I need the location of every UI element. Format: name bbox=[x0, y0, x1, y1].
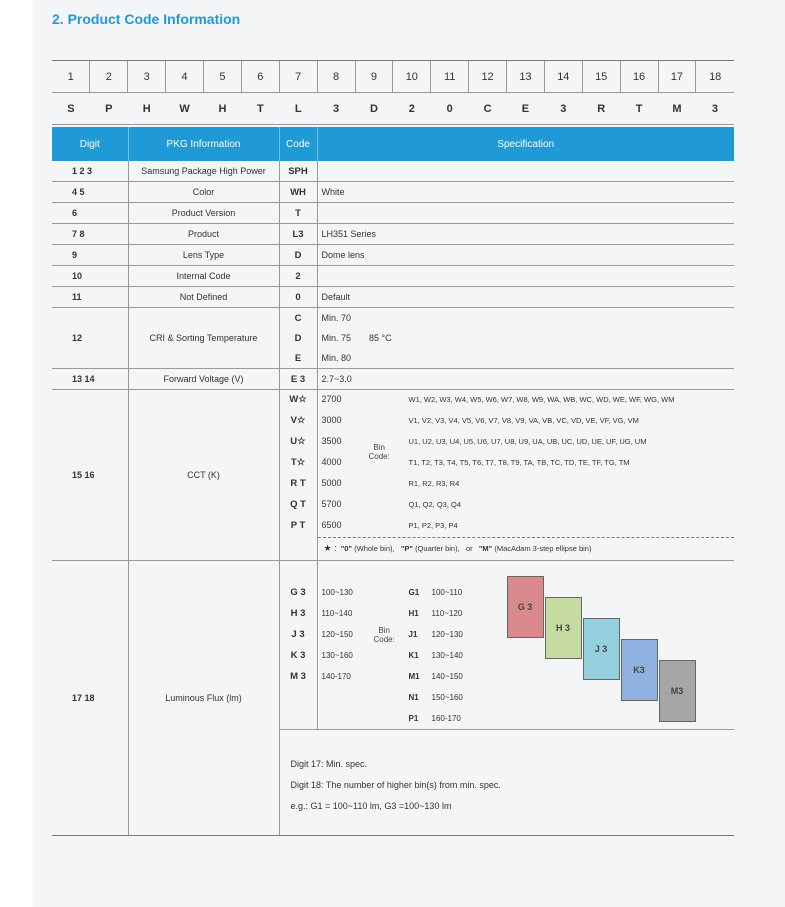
digit-char: S bbox=[52, 93, 90, 125]
product-code-table bbox=[52, 127, 734, 836]
lum-bin-range: 100~110 bbox=[431, 588, 463, 597]
digit-position: 15 bbox=[582, 61, 620, 93]
row-code: D bbox=[279, 245, 317, 266]
cri-spec-d-value: Min. 75 bbox=[321, 333, 352, 343]
row-digit: 4 5 bbox=[52, 182, 128, 203]
lum-bin: M1 bbox=[408, 672, 420, 681]
lum-bin-range: 110~120 bbox=[431, 609, 463, 618]
table-row bbox=[52, 245, 734, 266]
lum-bin: K1 bbox=[408, 651, 419, 660]
lum-bin-range: 120~130 bbox=[431, 630, 463, 639]
lum-code: K 3 bbox=[290, 650, 306, 661]
digit-char: T bbox=[241, 93, 279, 125]
digit-char: W bbox=[166, 93, 204, 125]
note-p-text: (Quarter bin), bbox=[415, 544, 460, 553]
lum-pkg: Luminous Flux (lm) bbox=[128, 561, 279, 836]
header-spec: Specification bbox=[317, 127, 734, 161]
fv-code: E 3 bbox=[279, 369, 317, 390]
digit-char: P bbox=[90, 93, 128, 125]
row-pkg: Color bbox=[128, 182, 279, 203]
section-title: 2. Product Code Information bbox=[52, 11, 241, 27]
row-spec: LH351 Series bbox=[317, 224, 734, 245]
cct-note bbox=[324, 540, 592, 557]
digit-char: H bbox=[128, 93, 166, 125]
note-m: "M" bbox=[478, 544, 493, 553]
table-header bbox=[52, 127, 734, 161]
cct-code: Q T bbox=[290, 499, 306, 510]
cct-pkg: CCT (K) bbox=[128, 390, 279, 561]
row-code: T bbox=[279, 203, 317, 224]
cct-digit: 15 16 bbox=[52, 390, 128, 561]
header-pkg: PKG Information bbox=[128, 127, 279, 161]
row-digit: 6 bbox=[52, 203, 128, 224]
lum-codes bbox=[279, 561, 317, 730]
fv-digit: 13 14 bbox=[52, 369, 128, 390]
lum-code: J 3 bbox=[291, 629, 305, 640]
cri-spec-c: Min. 70 bbox=[321, 313, 352, 323]
note-o-text: (Whole bin), bbox=[354, 544, 395, 553]
digit-position: 1 bbox=[52, 61, 90, 93]
table-row bbox=[52, 287, 734, 308]
row-pkg: Product Version bbox=[128, 203, 279, 224]
lum-range: 130~160 bbox=[321, 651, 353, 660]
row-code: L3 bbox=[279, 224, 317, 245]
digit-position: 7 bbox=[279, 61, 317, 93]
digit-char: D bbox=[355, 93, 393, 125]
cct-bins: W1, W2, W3, W4, W5, W6, W7, W8, W9, WA, WB, WC, WD, WE, WF, WG, WM bbox=[408, 395, 675, 404]
cct-code: U☆ bbox=[290, 436, 306, 447]
lum-digit: 17 18 bbox=[52, 561, 128, 836]
lum-note-line: Digit 17: Min. spec. bbox=[290, 759, 368, 769]
cct-note-divider bbox=[318, 537, 735, 538]
lum-bin: J1 bbox=[408, 630, 418, 639]
lum-bin-box bbox=[621, 639, 658, 701]
lum-bin: P1 bbox=[408, 714, 419, 723]
lum-bin-box bbox=[583, 618, 620, 680]
digit-position: 4 bbox=[166, 61, 204, 93]
lum-range: 110~140 bbox=[321, 609, 353, 618]
digit-position: 8 bbox=[317, 61, 355, 93]
cct-code: T☆ bbox=[290, 457, 306, 468]
digit-position: 11 bbox=[431, 61, 469, 93]
row-digit: 9 bbox=[52, 245, 128, 266]
cct-code: W☆ bbox=[289, 394, 307, 405]
cct-code: P T bbox=[290, 520, 306, 531]
digit-char: H bbox=[204, 93, 242, 125]
cri-spec-e: Min. 80 bbox=[317, 348, 734, 369]
row-pkg: Lens Type bbox=[128, 245, 279, 266]
fv-spec: 2.7~3.0 bbox=[317, 369, 734, 390]
cct-bins: P1, P2, P3, P4 bbox=[408, 521, 458, 530]
note-m-text: (MacAdam 3-step ellipse bin) bbox=[494, 544, 592, 553]
digit-char: R bbox=[582, 93, 620, 125]
lum-bin-code-label: Bin Code: bbox=[373, 626, 395, 644]
cri-pkg: CRI & Sorting Temperature bbox=[128, 308, 279, 369]
cct-bins: T1, T2, T3, T4, T5, T6, T7, T8, T9, TA, TB, TC, TD, TE, TF, TG, TM bbox=[408, 458, 630, 467]
lum-note-line: Digit 18: The number of higher bin(s) from min. spec. bbox=[290, 780, 501, 790]
digit-char: 0 bbox=[431, 93, 469, 125]
digit-position: 9 bbox=[355, 61, 393, 93]
digit-char: E bbox=[507, 93, 545, 125]
lum-range: 140-170 bbox=[321, 672, 351, 681]
row-spec: Default bbox=[317, 287, 734, 308]
lum-bin-range: 150~160 bbox=[431, 693, 463, 702]
digit-position: 3 bbox=[128, 61, 166, 93]
fv-pkg: Forward Voltage (V) bbox=[128, 369, 279, 390]
lum-bin-box-label: K3 bbox=[633, 665, 645, 675]
digit-position: 5 bbox=[204, 61, 242, 93]
lum-bin-box bbox=[659, 660, 696, 722]
table-row bbox=[52, 266, 734, 287]
row-spec bbox=[317, 161, 734, 182]
digit-position: 10 bbox=[393, 61, 431, 93]
digit-char: 2 bbox=[393, 93, 431, 125]
lum-bin-box bbox=[545, 597, 582, 659]
table-row bbox=[52, 182, 734, 203]
digit-char: L bbox=[279, 93, 317, 125]
row-digit: 11 bbox=[52, 287, 128, 308]
row-pkg: Product bbox=[128, 224, 279, 245]
cct-temp: 6500 bbox=[321, 520, 342, 530]
cct-bin-code-label: Bin Code: bbox=[368, 443, 390, 461]
row-code: 0 bbox=[279, 287, 317, 308]
digit-position: 2 bbox=[90, 61, 128, 93]
digit-char: 3 bbox=[317, 93, 355, 125]
lum-bin-box-label: G 3 bbox=[517, 602, 533, 612]
note-o: "0" bbox=[340, 544, 353, 553]
digit-position: 12 bbox=[469, 61, 507, 93]
cri-spec-d bbox=[317, 328, 734, 348]
row-code: SPH bbox=[279, 161, 317, 182]
cri-code-c: C bbox=[279, 308, 317, 329]
lum-bin: G1 bbox=[408, 588, 420, 597]
lum-specs bbox=[317, 561, 734, 730]
cct-bins: R1, R2, R3, R4 bbox=[408, 479, 460, 488]
digit-position: 6 bbox=[241, 61, 279, 93]
digit-char: 3 bbox=[544, 93, 582, 125]
digit-char: 3 bbox=[696, 93, 734, 125]
lum-notes bbox=[279, 730, 734, 836]
lum-bin: H1 bbox=[408, 609, 419, 618]
cct-temp: 3000 bbox=[321, 415, 342, 425]
cct-specs bbox=[317, 390, 734, 561]
digit-position: 14 bbox=[544, 61, 582, 93]
lum-note-line: e.g.: G1 = 100~110 lm, G3 =100~130 lm bbox=[290, 801, 452, 811]
lum-range: 120~150 bbox=[321, 630, 353, 639]
lum-bin-range: 140~150 bbox=[431, 672, 463, 681]
row-code: 2 bbox=[279, 266, 317, 287]
row-digit: 1 2 3 bbox=[52, 161, 128, 182]
table-row bbox=[52, 161, 734, 182]
cct-code: V☆ bbox=[290, 415, 306, 426]
cct-bins: Q1, Q2, Q3, Q4 bbox=[408, 500, 462, 509]
cct-temp: 4000 bbox=[321, 457, 342, 467]
cct-temp: 3500 bbox=[321, 436, 342, 446]
lum-code: H 3 bbox=[290, 608, 306, 619]
table-row-cct bbox=[52, 390, 734, 561]
cct-temp: 5000 bbox=[321, 478, 342, 488]
lum-code: M 3 bbox=[290, 671, 306, 682]
table-row-lum bbox=[52, 561, 734, 730]
cri-temp: 85 °C bbox=[369, 333, 392, 343]
lum-range: 100~130 bbox=[321, 588, 353, 597]
product-code-grid bbox=[52, 60, 734, 125]
lum-code: G 3 bbox=[290, 587, 306, 598]
cct-bins: U1, U2, U3, U4, U5, U6, U7, U8, U9, UA, UB, UC, UD, UE, UF, UG, UM bbox=[408, 437, 647, 446]
row-pkg: Not Defined bbox=[128, 287, 279, 308]
row-code: WH bbox=[279, 182, 317, 203]
digit-char: T bbox=[620, 93, 658, 125]
digit-position: 18 bbox=[696, 61, 734, 93]
lum-bin-box-label: M3 bbox=[670, 686, 684, 696]
note-or: or bbox=[465, 544, 473, 553]
cct-code: R T bbox=[290, 478, 306, 489]
table-row bbox=[52, 203, 734, 224]
cct-bins: V1, V2, V3, V4, V5, V6, V7, V8, V9, VA, VB, VC, VD, VE, VF, VG, VM bbox=[408, 416, 639, 425]
lum-bin: N1 bbox=[408, 693, 419, 702]
cct-temp: 5700 bbox=[321, 499, 342, 509]
lum-bin-box-label: J 3 bbox=[594, 644, 608, 654]
row-spec: White bbox=[317, 182, 734, 203]
lum-bin-range: 130~140 bbox=[431, 651, 463, 660]
table-row bbox=[52, 224, 734, 245]
cct-temp: 2700 bbox=[321, 394, 342, 404]
cri-code-d: D bbox=[279, 328, 317, 348]
header-digit: Digit bbox=[52, 127, 128, 161]
row-pkg: Samsung Package High Power bbox=[128, 161, 279, 182]
row-spec: Dome lens bbox=[317, 245, 734, 266]
digit-position: 13 bbox=[507, 61, 545, 93]
row-digit: 10 bbox=[52, 266, 128, 287]
lum-bin-box-label: H 3 bbox=[555, 623, 570, 633]
row-pkg: Internal Code bbox=[128, 266, 279, 287]
row-digit: 7 8 bbox=[52, 224, 128, 245]
lum-bin-range: 160-170 bbox=[431, 714, 461, 723]
digit-char: M bbox=[658, 93, 696, 125]
note-p: "P" bbox=[400, 544, 413, 553]
header-code: Code bbox=[279, 127, 317, 161]
row-spec bbox=[317, 266, 734, 287]
table-row-cri bbox=[52, 308, 734, 329]
digit-char: C bbox=[469, 93, 507, 125]
table-row-fv bbox=[52, 369, 734, 390]
cri-code-e: E bbox=[279, 348, 317, 369]
row-spec bbox=[317, 203, 734, 224]
cri-digit: 12 bbox=[52, 308, 128, 369]
digit-position: 16 bbox=[620, 61, 658, 93]
star-note-icon: ★ : bbox=[323, 543, 337, 553]
digit-position: 17 bbox=[658, 61, 696, 93]
lum-bin-box bbox=[507, 576, 544, 638]
cct-codes bbox=[279, 390, 317, 561]
